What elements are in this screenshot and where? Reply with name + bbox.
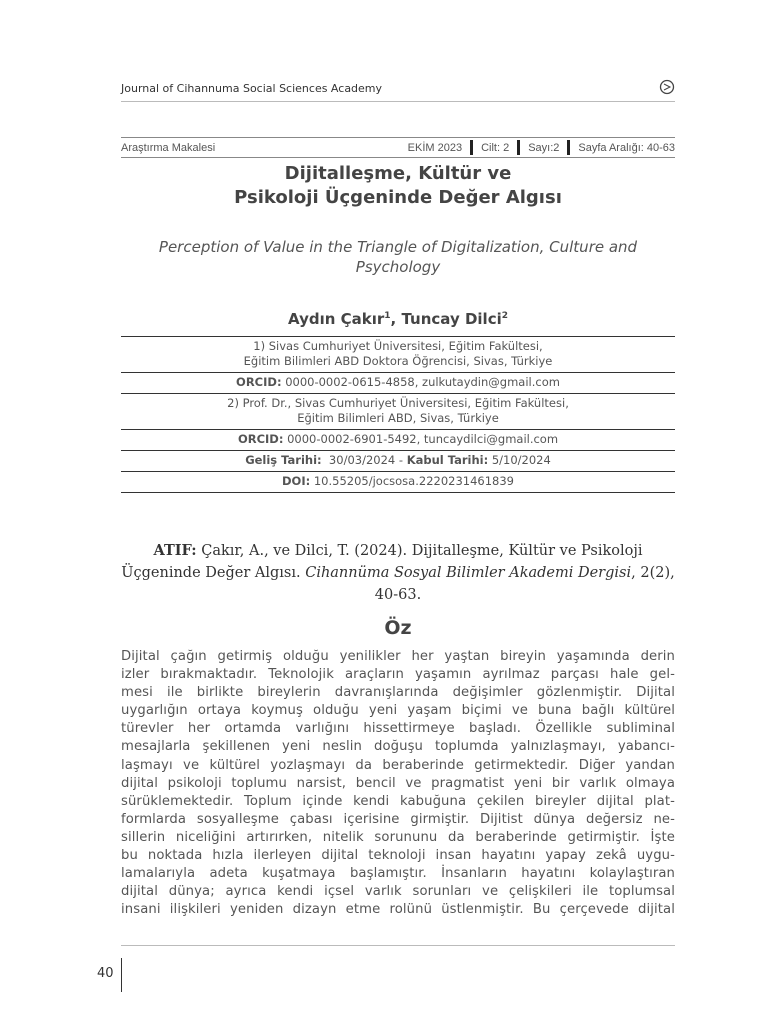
abstract-line: sillerin niceliğini artırırken, nitelik sorununu da beraberinde getirmiştir. İşte: [121, 829, 675, 845]
author-separator: ,: [390, 310, 402, 328]
orcid-1-label: ORCID:: [236, 375, 282, 389]
page-number-bar: [121, 958, 122, 992]
author-list: [121, 310, 675, 328]
article-title: [100, 162, 696, 210]
abstract-body: [121, 648, 675, 919]
doi-row: [121, 472, 675, 493]
article-type: Araştırma Makalesi: [121, 141, 216, 154]
citation-text-3: , 2(2), 40-63.: [374, 565, 675, 603]
doi-value: 10.55205/jocsosa.2220231461839: [310, 474, 514, 488]
orcid-1-value: 0000-0002-0615-4858, zulkutaydin@gmail.com: [281, 375, 560, 389]
abstract-line: izler bırakmaktadır. Teknolojik araçların yaşamın ayrılmaz parçası hale gel-: [121, 667, 675, 683]
accepted-label: Kabul Tarihi:: [406, 453, 489, 467]
page-number: 40: [97, 966, 114, 981]
author-1: Aydın Çakır: [288, 310, 385, 328]
orcid-2-value: 0000-0002-6901-5492, tuncaydilci@gmail.com: [283, 432, 559, 446]
citation-block: [121, 540, 675, 606]
abstract-heading: Öz: [384, 617, 412, 639]
abstract-line: bu noktada hızla ilerleyen dijital teknoloji insan hayatını yapay zekâ uygu-: [121, 848, 675, 864]
citation-journal: Cihannüma Sosyal Bilimler Akademi Dergisi: [305, 565, 632, 581]
abstract-line: laşmayı ve kültürel yozlaşmayı da beraberinde getirmektedir. Diğer yandan: [121, 757, 675, 773]
abstract-line: mesi ile birlikte bireylerin davranışlarında değişimler gözlenmiştir. Dijital: [121, 685, 675, 701]
dates-row: [121, 451, 675, 472]
article-meta: [121, 140, 675, 155]
received-date: 30/03/2024 -: [321, 453, 407, 467]
citation-text-2: Üçgeninde Değer Algısı.: [121, 565, 306, 581]
affiliation-row-2: [121, 394, 675, 430]
abstract-line: insani ilişkileri yeniden dizayn etme rolünü üstlenmiştir. Bu çerçevede dijital: [121, 902, 675, 918]
orcid-row-1: [121, 373, 675, 394]
abstract-line: dijital psikoloji toplumu narsist, bencil ve pragmatist yeni bir varlık olmaya: [121, 775, 675, 791]
abstract-line: uygarlığın ortaya koymuş olduğu yeni yaşam biçimi ve buna bağlı kültürel: [121, 703, 675, 719]
header-rule: [121, 101, 675, 102]
english-title: Perception of Value in the Triangle of Digitalization, Culture and Psychology: [158, 238, 638, 276]
abstract-line: sürüklemektedir. Toplum içinde kendi kabuğuna çekilen bireyler dijital plat-: [121, 793, 675, 809]
accepted-date: 5/10/2024: [488, 453, 551, 467]
abstract-line: türevler her ortamda varlığını hissettirmeye başladı. Özellikle subliminal: [121, 721, 675, 737]
orcid-2-label: ORCID:: [237, 432, 284, 446]
affiliation-row-1: [121, 337, 675, 373]
meta-separator: [470, 140, 473, 155]
affiliation-1-line-1: 1) Sivas Cumhuriyet Üniversitesi, Eğitim Fakültesi,: [253, 339, 543, 353]
author-2-mark: 2: [501, 311, 508, 321]
author-2: Tuncay Dilci: [401, 310, 502, 328]
article-pages: Sayfa Aralığı: 40-63: [578, 141, 675, 154]
footer-rule: [121, 945, 675, 946]
affiliation-table: [121, 336, 675, 493]
article-volume: Cilt: 2: [481, 141, 510, 154]
article-issue: Sayı:2: [528, 141, 560, 154]
affiliation-1-line-2: Eğitim Bilimleri ABD Doktora Öğrencisi, Sivas, Türkiye: [243, 354, 553, 368]
title-line-1: Dijitalleşme, Kültür ve: [284, 163, 512, 184]
article-date: EKİM 2023: [407, 141, 463, 154]
meta-rule-top: [121, 137, 675, 138]
abstract-line: lamalarıyla adeta kuşatmaya başlamıştır. İnsanların hayatını kolaylaştıran: [121, 866, 675, 882]
orcid-row-2: [121, 430, 675, 451]
abstract-line: formlarda sosyalleşme çabası içerisine girmiştir. Dijitist dünya değersiz ne-: [121, 811, 675, 827]
doi-label: DOI:: [282, 474, 311, 488]
abstract-line: dijital dünya; ayrıca kendi içsel varlık sorunları ve çelişkileri ile toplumsal: [121, 884, 675, 900]
citation-text-1: Çakır, A., ve Dilci, T. (2024). Dijitalleşme, Kültür ve Psikoloji: [196, 543, 643, 559]
citation-label: ATIF:: [153, 542, 197, 559]
meta-rule-bottom: [121, 157, 675, 158]
author-1-mark: 1: [384, 311, 391, 321]
abstract-line: Dijital çağın getirmiş olduğu yenilikler her yaştan bireyin yaşamında derin: [121, 649, 675, 664]
received-label: Geliş Tarihi:: [245, 453, 322, 467]
meta-separator: [567, 140, 570, 155]
journal-logo-icon: [659, 79, 675, 95]
journal-name: Journal of Cihannuma Social Sciences Academy: [121, 82, 383, 95]
abstract-line: mesajlarla şekillenen yeni neslin doğuşu toplumda yalnızlaşmayı, yabancı-: [121, 739, 675, 755]
meta-separator: [517, 140, 520, 155]
title-line-2: Psikoloji Üçgeninde Değer Algısı: [234, 187, 562, 208]
affiliation-2-line-2: Eğitim Bilimleri ABD, Sivas, Türkiye: [297, 411, 499, 425]
affiliation-2-line-1: 2) Prof. Dr., Sivas Cumhuriyet Üniversitesi, Eğitim Fakültesi,: [227, 396, 569, 410]
